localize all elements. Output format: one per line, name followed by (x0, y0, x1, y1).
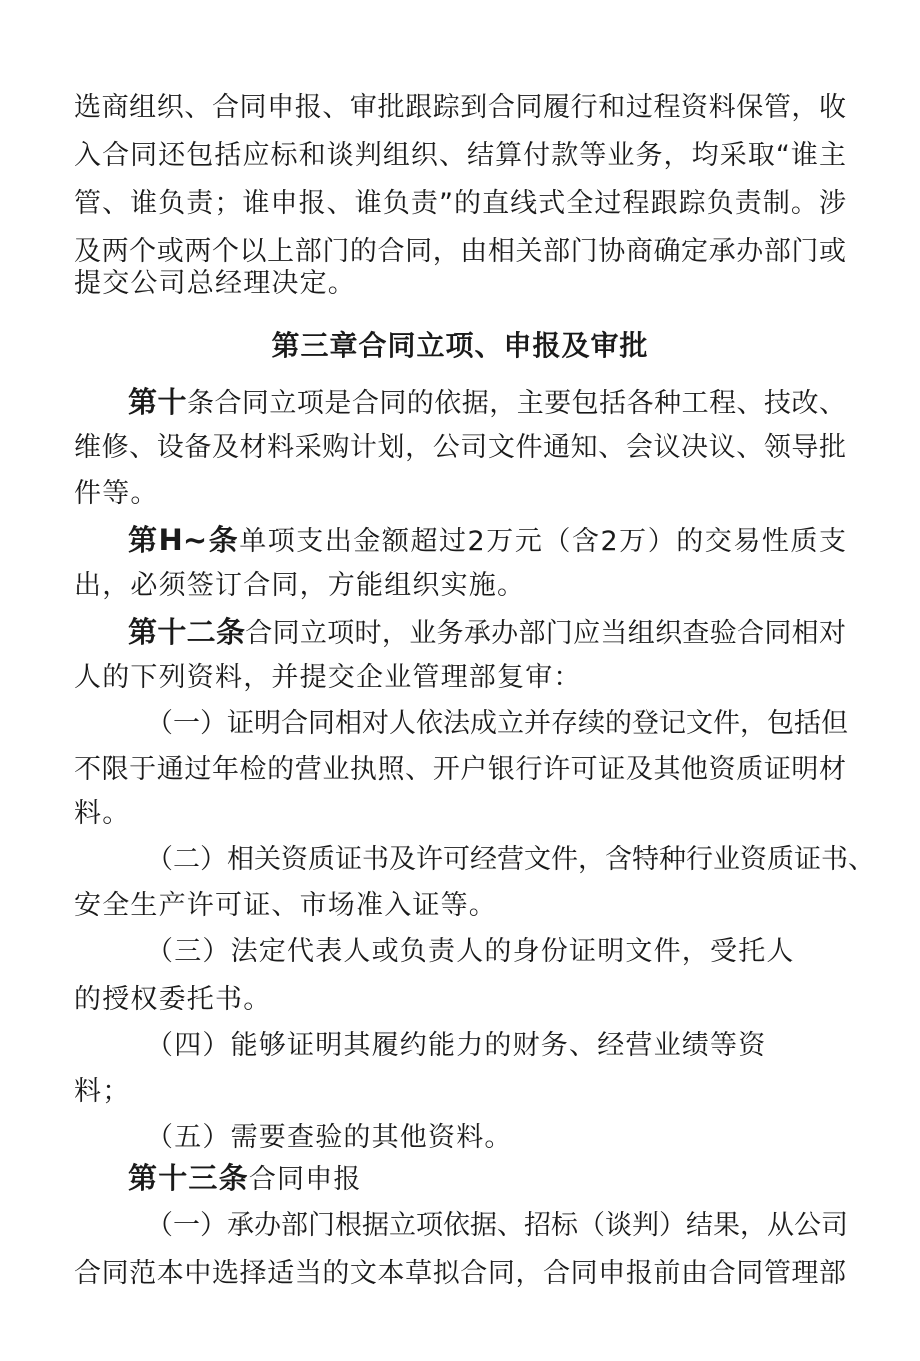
article-12-item-1-line-2: 不限于通过年检的营业执照、开户银行许可证及其他资质证明材 (74, 754, 846, 785)
article-12-label: 第十二条 (128, 615, 246, 649)
article-10-line-3: 件等。 (74, 478, 159, 509)
article-13-item-1-line-1: （一）承办部门根据立项依据、招标（谈判）结果，从公司 (146, 1210, 848, 1241)
intro-line-1: 选商组织、合同申报、审批跟踪到合同履行和过程资料保管，收 (74, 92, 846, 123)
article-13-line-1 (128, 1160, 362, 1196)
article-12-item-3-line-2: 的授权委托书。 (74, 984, 272, 1015)
article-12-item-4-line-1: （四）能够证明其履约能力的财务、经营业绩等资 (146, 1030, 767, 1061)
article-12-item-3-line-1: （三）法定代表人或负责人的身份证明文件，受托人 (146, 936, 795, 967)
article-11-line-2: 出，必须签订合同，方能组织实施。 (74, 570, 526, 601)
chapter-heading: 第三章合同立项、申报及审批 (271, 329, 649, 362)
article-11-label: 第H~条 (128, 523, 240, 557)
article-13-text-1: 合同申报 (248, 1164, 362, 1195)
article-12-line-1 (128, 614, 846, 650)
intro-line-2: 入合同还包括应标和谈判组织、结算付款等业务，均采取“谁主 (74, 140, 846, 171)
intro-line-5: 提交公司总经理决定。 (74, 268, 356, 299)
article-12-text-1: 合同立项时，业务承办部门应当组织查验合同相对 (245, 618, 846, 649)
article-12-item-4-line-2: 料； (74, 1076, 131, 1107)
article-13-label: 第十三条 (128, 1161, 249, 1195)
article-10-line-2: 维修、设备及材料采购计划，公司文件通知、会议决议、领导批 (74, 432, 846, 463)
article-10-text-1: 条合同立项是合同的依据，主要包括各种工程、技改、 (186, 388, 846, 419)
article-12-item-5-line-1: （五）需要查验的其他资料。 (146, 1122, 513, 1153)
intro-line-3: 管、谁负责；谁申报、谁负责”的直线式全过程跟踪负责制。涉 (74, 188, 846, 219)
article-13-item-1-line-2: 合同范本中选择适当的文本草拟合同，合同申报前由合同管理部 (74, 1258, 846, 1289)
article-12-item-2-line-2: 安全生产许可证、市场准入证等。 (74, 890, 497, 921)
article-10-label: 第十 (128, 385, 187, 419)
intro-line-4: 及两个或两个以上部门的合同，由相关部门协商确定承办部门或 (74, 236, 846, 267)
article-12-item-1-line-3: 料。 (74, 798, 131, 829)
article-12-item-2-line-1: （二）相关资质证书及许可经营文件，含特种行业资质证书、 (146, 844, 875, 875)
article-10-line-1 (128, 384, 846, 420)
article-11-text-1: 单项支出金额超过2万元（含2万）的交易性质支 (239, 526, 846, 557)
article-12-line-2: 人的下列资料，并提交企业管理部复审： (74, 662, 582, 693)
article-12-item-1-line-1: （一）证明合同相对人依法成立并存续的登记文件，包括但 (146, 708, 848, 739)
article-11-line-1 (128, 522, 846, 558)
